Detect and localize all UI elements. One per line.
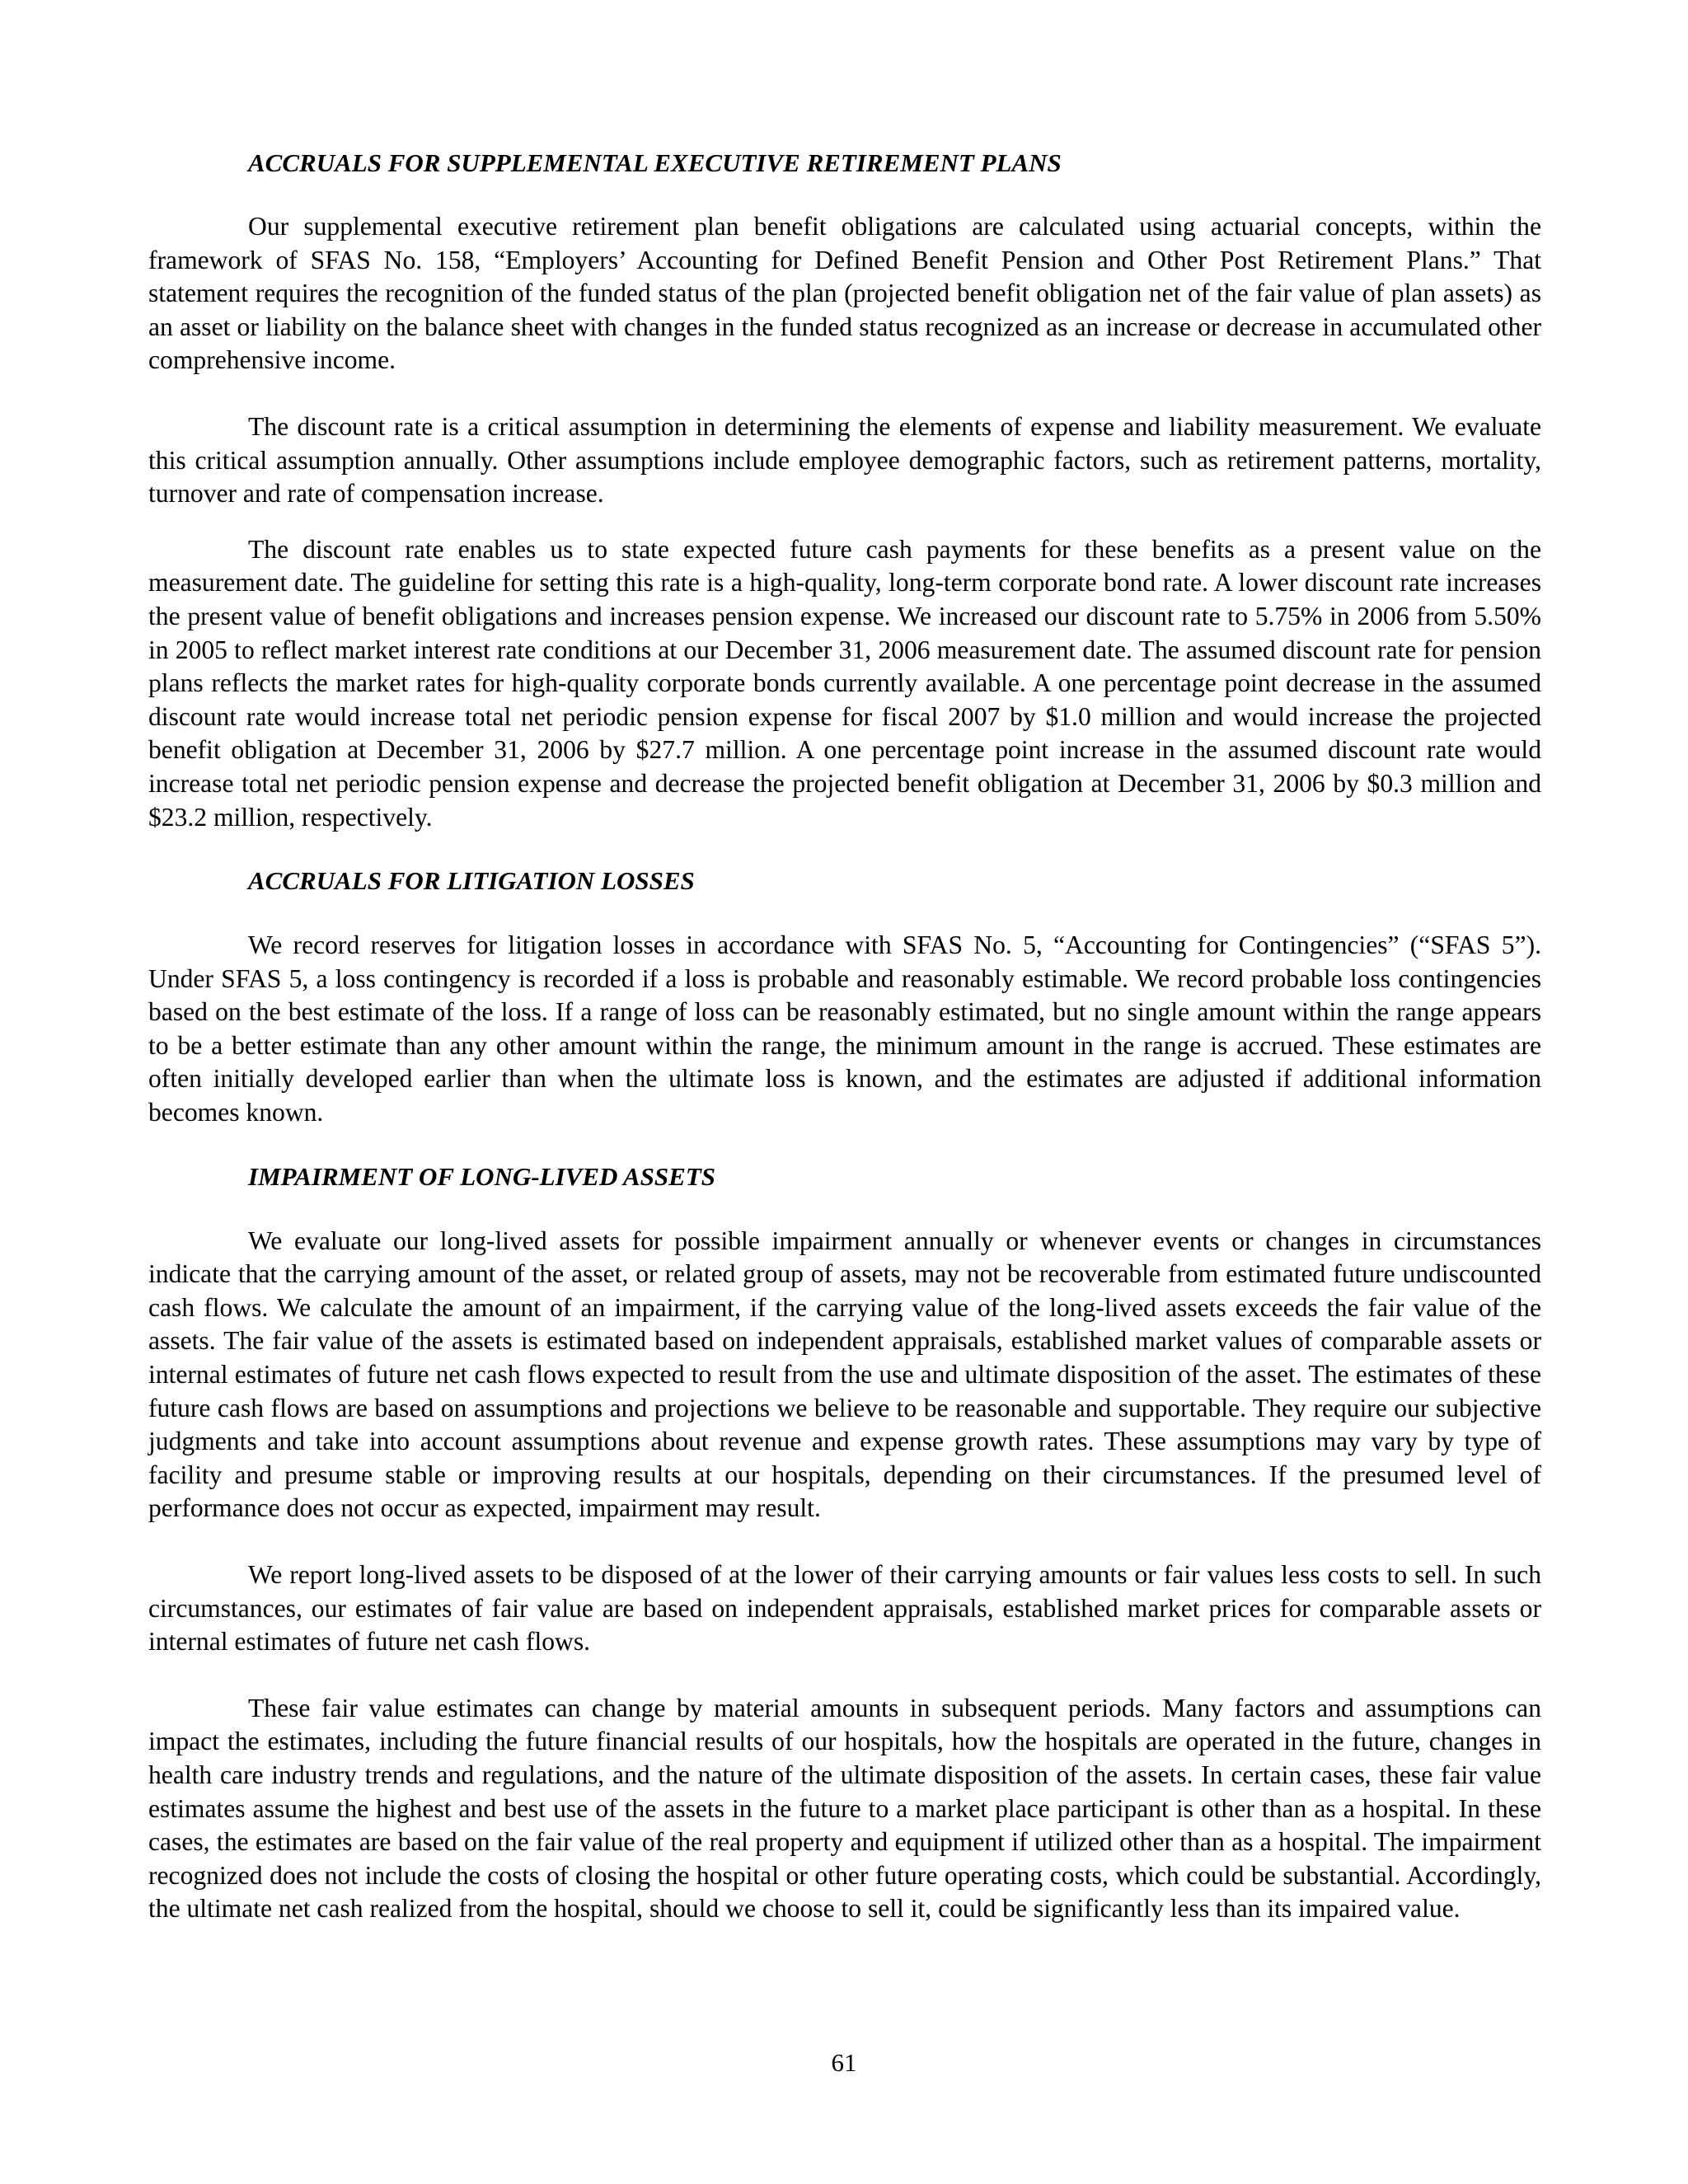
paragraph-serp-obligations: Our supplemental executive retirement plan benefit obligations are calculated using actuarial concepts, within the framework of SFAS No. 158, “Employers’ Accounting for Defined Benefit Pension and Other Post Retirement Plans.” That statement requires the recognition of the funded status of the plan (projected benefit obligation net of the fair value of plan assets) as an asset or liability on the balance sheet with changes in the funded status recognized as an increase or decrease in accumulated other comprehensive income.: [148, 212, 1541, 375]
paragraph-litigation-reserves: We record reserves for litigation losses in accordance with SFAS No. 5, “Accounting for Contingencies” (“SFAS 5”). Under SFAS 5, a loss contingency is recorded if a loss is probable and reasonably estimable. We record probable loss contingencies based on the best estimate of the loss. If a range of loss can be reasonably estimated, but no single amount within the range appears to be a better estimate than any other amount within the range, the minimum amount in the range is accrued. These estimates are often initially developed earlier than when the ultimate loss is known, and the estimates are adjusted if additional information becomes known.: [148, 930, 1541, 1127]
page-number: 61: [831, 2048, 857, 2077]
document-page: [148, 147, 1541, 1926]
section-heading-litigation: ACCRUALS FOR LITIGATION LOSSES: [248, 866, 695, 896]
paragraph-discount-rate-sensitivity: The discount rate enables us to state expected future cash payments for these benefits as a present value on the measurement date. The guideline for setting this rate is a high-quality, long-term corporate bond rate. A lower discount rate increases the present value of benefit obligations and increases pension expense. We increased our discount rate to 5.75% in 2006 from 5.50% in 2005 to reflect market interest rate conditions at our December 31, 2006 measurement date. The assumed discount rate for pension plans reflects the market rates for high-quality corporate bonds currently available. A one percentage point decrease in the assumed discount rate would increase total net periodic pension expense for fiscal 2007 by $1.0 million and would increase the projected benefit obligation at December 31, 2006 by $27.7 million. A one percentage point increase in the assumed discount rate would increase total net periodic pension expense and decrease the projected benefit obligation at December 31, 2006 by $0.3 million and $23.2 million, respectively.: [148, 534, 1541, 832]
paragraph-assets-disposal: We report long-lived assets to be disposed of at the lower of their carrying amounts or fair values less costs to sell. In such circumstances, our estimates of fair value are based on independent appraisals, established market prices for comparable assets or internal estimates of future net cash flows.: [148, 1560, 1541, 1657]
section-heading-serp: ACCRUALS FOR SUPPLEMENTAL EXECUTIVE RETIREMENT PLANS: [248, 148, 1062, 177]
section-heading-impairment: IMPAIRMENT OF LONG-LIVED ASSETS: [248, 1161, 716, 1191]
paragraph-impairment-evaluation: We evaluate our long-lived assets for possible impairment annually or whenever events or changes in circumstances indicate that the carrying amount of the asset, or related group of assets, may not be recoverable from estimated future undiscounted cash flows. We calculate the amount of an impairment, if the carrying value of the long-lived assets exceeds the fair value of the assets. The fair value of the assets is estimated based on independent appraisals, established market values of comparable assets or internal estimates of future net cash flows expected to result from the use and ultimate disposition of the asset. The estimates of these future cash flows are based on assumptions and projections we believe to be reasonable and supportable. They require our subjective judgments and take into account assumptions about revenue and expense growth rates. These assumptions may vary by type of facility and presume stable or improving results at our hospitals, depending on their circumstances. If the presumed level of performance does not occur as expected, impairment may result.: [148, 1226, 1541, 1523]
paragraph-discount-rate-assumption: The discount rate is a critical assumption in determining the elements of expense and liability measurement. We evaluate this critical assumption annually. Other assumptions include employee demographic factors, such as retirement patterns, mortality, turnover and rate of compensation increase.: [148, 411, 1541, 509]
paragraph-fair-value-estimates: These fair value estimates can change by material amounts in subsequent periods. Many factors and assumptions can impact the estimates, including the future financial results of our hospitals, how the hospitals are operated in the future, changes in health care industry trends and regulations, and the nature of the ultimate disposition of the assets. In certain cases, these fair value estimates assume the highest and best use of the assets in the future to a market place participant is other than as a hospital. In these cases, the estimates are based on the fair value of the real property and equipment if utilized other than as a hospital. The impairment recognized does not include the costs of closing the hospital or other future operating costs, which could be substantial. Accordingly, the ultimate net cash realized from the hospital, should we choose to sell it, could be significantly less than its impaired value.: [148, 1693, 1541, 1924]
